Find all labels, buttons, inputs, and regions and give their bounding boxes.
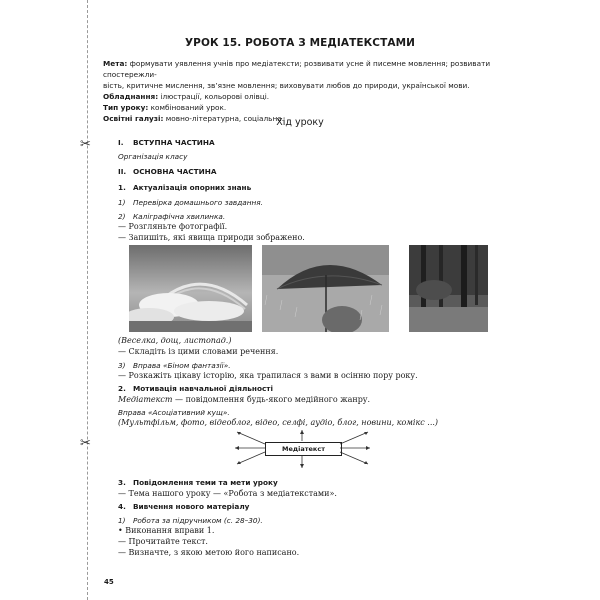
- rainbow-photo: [129, 245, 252, 332]
- dialog-line: — Розкажіть цікаву історію, яка трапилася з вами в осінню пору року.: [118, 371, 418, 380]
- scissors-icon: ✂: [80, 436, 91, 451]
- section-1-heading: I. ВСТУПНА ЧАСТИНА: [118, 138, 215, 147]
- dialog-line: — Запишіть, які явища природи зображено.: [118, 233, 305, 242]
- point-4-heading: 4. Вивчення нового матеріалу: [118, 502, 250, 511]
- goal-label: Мета:: [103, 59, 128, 68]
- type-label: Тип уроку:: [103, 103, 149, 112]
- point-3-heading: 3. Повідомлення теми та мети уроку: [118, 478, 278, 487]
- point-1-heading: 1. Актуалізація опорних знань: [118, 183, 252, 192]
- equipment-value: ілюстрації, кольорові олівці.: [160, 92, 270, 101]
- goal-line1: формувати уявлення учнів про медіатексти; розвивати усне й писемне мовлення; розвивати спостережли-: [103, 59, 491, 79]
- association-list: (Мультфільм, фото, відеоблог, відео, селфі, аудіо, блог, новини, комікс ...): [118, 418, 439, 427]
- dialog-line: — Розгляньте фотографії.: [118, 222, 228, 231]
- dialog-line: — Прочитайте текст.: [118, 537, 208, 546]
- point-1-3: 3) Вправа «Біном фантазії».: [118, 361, 231, 370]
- goal-line2: вість, критичне мислення, зв’язне мовлення; виховувати любов до природи, української мови.: [103, 81, 470, 90]
- dialog-line: — Визначте, з якою метою його написано.: [118, 548, 300, 557]
- areas-value: мовно-літературна, соціальна.: [165, 114, 285, 123]
- equipment-label: Обладнання:: [103, 92, 159, 101]
- lesson-meta: [103, 58, 503, 124]
- page-number: 45: [104, 578, 114, 586]
- section-1-sub: Організація класу: [118, 152, 188, 161]
- dialog-line: — Складіть із цими словами речення.: [118, 347, 279, 356]
- areas-label: Освітні галузі:: [103, 114, 164, 123]
- answer-line: (Веселка, дощ, листопад.): [118, 336, 232, 345]
- section-2-heading: II. ОСНОВНА ЧАСТИНА: [118, 167, 217, 176]
- autumn-park-photo: [409, 245, 488, 332]
- page-title: УРОК 15. РОБОТА З МЕДІАТЕКСТАМИ: [184, 37, 416, 49]
- section-heading: Хід уроку: [276, 117, 324, 128]
- exercise-title: Вправа «Асоціативний кущ».: [118, 408, 230, 417]
- dialog-line: — Тема нашого уроку — «Робота з медіатекстами».: [118, 489, 337, 498]
- type-value: комбінований урок.: [150, 103, 227, 112]
- point-2-heading: 2. Мотивація навчальної діяльності: [118, 384, 274, 393]
- point-4-1: 1) Робота за підручником (с. 28–30).: [118, 516, 263, 525]
- rain-umbrella-photo: [262, 245, 389, 332]
- point-1-2: 2) Каліграфічна хвилинка.: [118, 212, 226, 221]
- scissors-icon: ✂: [80, 137, 91, 152]
- point-1-1: 1) Перевірка домашнього завдання.: [118, 198, 263, 207]
- diagram-center-box: Медіатекст: [265, 442, 342, 456]
- cut-line: [87, 0, 88, 600]
- definition-line: Медіатекст — повідомлення будь-якого медійного жанру.: [118, 395, 371, 404]
- bullet-line: • Виконання вправи 1.: [118, 526, 215, 535]
